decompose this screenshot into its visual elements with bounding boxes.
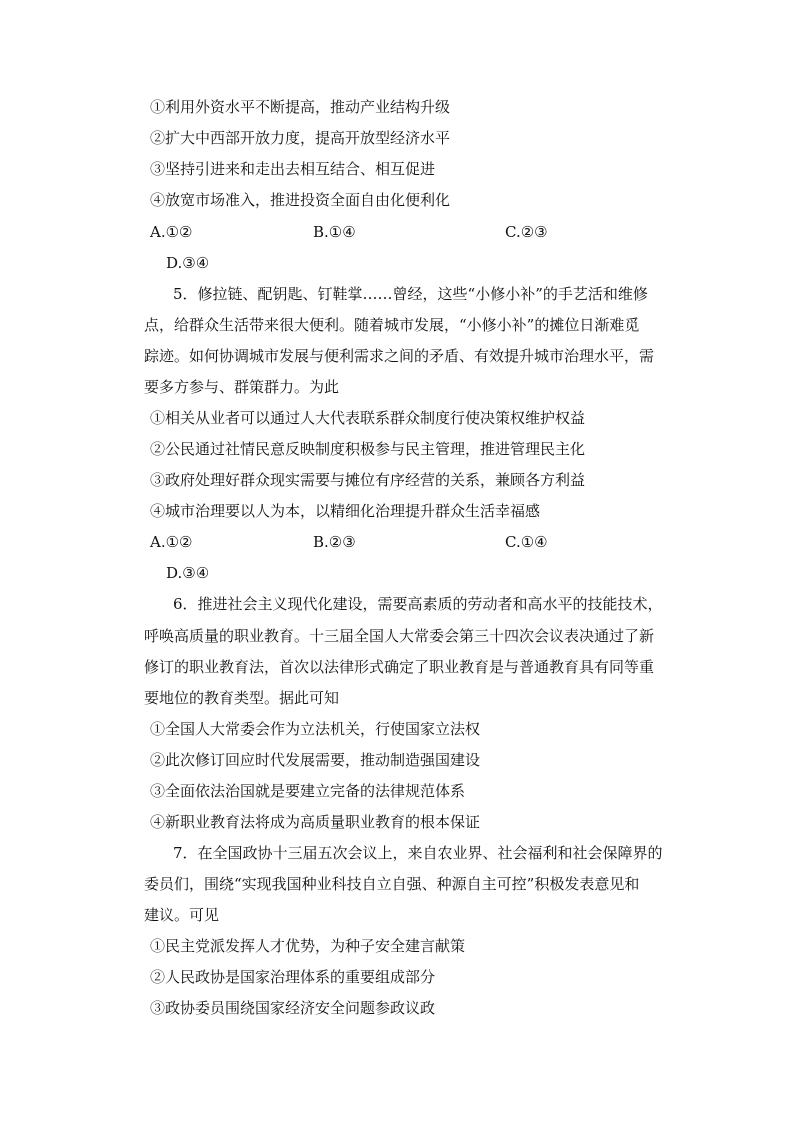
q5-option-1: ①相关从业者可以通过人大代表联系群众制度行使决策权维护权益 [150, 409, 586, 427]
q6-option-4: ④新职业教育法将成为高质量职业教育的根本保证 [150, 813, 481, 831]
q4-choice-b: B.①④ [313, 223, 356, 241]
q5-option-3: ③政府处理好群众现实需要与摊位有序经营的关系，兼顾各方利益 [150, 471, 586, 489]
q5-stem-line-1: 5．修拉链、配钥匙、钉鞋掌……曾经，这些“小修小补”的手艺活和维修 [173, 285, 648, 303]
q5-stem-line-2: 点，给群众生活带来很大便利。随着城市发展，“小修小补”的摊位日渐难觅 [144, 316, 640, 334]
q4-option-3: ③坚持引进来和走出去相互结合、相互促进 [150, 160, 436, 178]
q5-option-2: ②公民通过社情民意反映制度积极参与民主管理，推进管理民主化 [150, 440, 586, 458]
q6-stem-line-1: 6．推进社会主义现代化建设，需要高素质的劳动者和高水平的技能技术， [173, 595, 663, 613]
q7-option-2: ②人民政协是国家治理体系的重要组成部分 [150, 968, 436, 986]
q5-stem-line-3: 踪迹。如何协调城市发展与便利需求之间的矛盾、有效提升城市治理水平，需 [144, 347, 655, 365]
q5-stem-line-4: 要多方参与、群策群力。为此 [144, 378, 340, 396]
q6-option-2: ②此次修订回应时代发展需要，推动制造强国建设 [150, 751, 481, 769]
q5-option-4: ④城市治理要以人为本，以精细化治理提升群众生活幸福感 [150, 502, 541, 520]
q7-stem-line-2: 委员们，围绕“实现我国种业科技自立自强、种源自主可控”积极发表意见和 [144, 875, 640, 893]
q4-choice-a: A.①② [150, 223, 193, 241]
q6-stem-line-2: 呼唤高质量的职业教育。十三届全国人大常委会第三十四次会议表决通过了新 [144, 627, 655, 645]
q7-option-1: ①民主党派发挥人才优势，为种子安全建言献策 [150, 937, 466, 955]
q7-stem-line-1: 7．在全国政协十三届五次会议上，来自农业界、社会福利和社会保障界的 [173, 844, 663, 862]
q6-stem-line-4: 要地位的教育类型。据此可知 [144, 689, 340, 707]
q4-choice-d: D.③④ [166, 254, 210, 272]
q5-choice-b: B.②③ [313, 533, 356, 551]
q4-option-1: ①利用外资水平不断提高，推动产业结构升级 [150, 98, 451, 116]
q4-choice-c: C.②③ [505, 223, 548, 241]
q6-option-3: ③全面依法治国就是要建立完备的法律规范体系 [150, 782, 466, 800]
q5-choice-a: A.①② [150, 533, 193, 551]
q5-choice-c: C.①④ [505, 533, 548, 551]
q4-option-4: ④放宽市场准入，推进投资全面自由化便利化 [150, 191, 451, 209]
q6-stem-line-3: 修订的职业教育法，首次以法律形式确定了职业教育是与普通教育具有同等重 [144, 658, 655, 676]
q6-option-1: ①全国人大常委会作为立法机关，行使国家立法权 [150, 720, 481, 738]
q7-stem-line-3: 建议。可见 [144, 906, 220, 924]
q5-choice-d: D.③④ [166, 564, 210, 582]
q7-option-3: ③政协委员围绕国家经济安全问题参政议政 [150, 999, 436, 1017]
q4-option-2: ②扩大中西部开放力度，提高开放型经济水平 [150, 129, 451, 147]
